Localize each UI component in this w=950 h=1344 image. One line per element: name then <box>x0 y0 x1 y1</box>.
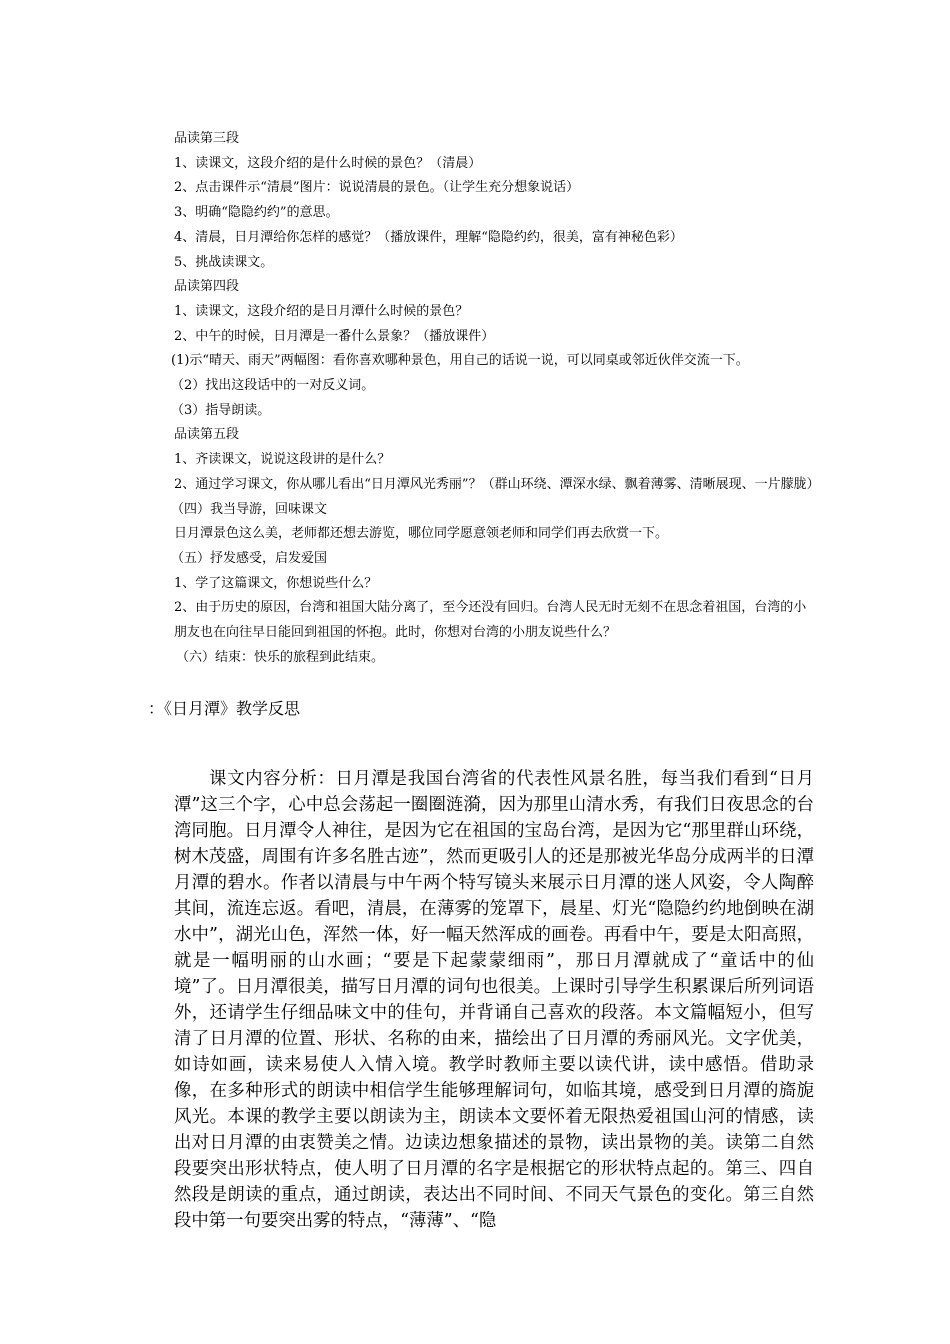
section-heading: 品读第四段 <box>174 279 240 295</box>
step-line: （3）指导朗读。 <box>171 402 271 418</box>
section-heading: （五）抒发感受，启发爱国 <box>171 550 328 566</box>
step-line: 2、点击课件示“清晨”图片：说说清晨的景色。（让学生充分想象说话） <box>174 180 580 196</box>
step-line: 1、读课文，这段介绍的是日月潭什么时候的景色？ <box>174 303 469 319</box>
lesson-steps <box>148 127 820 670</box>
section-heading: （六）结束：快乐的旅程到此结束。 <box>176 649 385 665</box>
section-heading: 品读第三段 <box>174 131 240 146</box>
step-line: 2、通过学习课文，你从哪儿看出“日月潭风光秀丽”？（群山环绕、潭深水绿、飘着薄雾、清晰展现、一片朦胧） <box>174 476 820 492</box>
step-line: 1、读课文，这段介绍的是什么时候的景色？（清晨） <box>174 155 482 171</box>
step-line: 2、中午的时候，日月潭是一番什么景象？（播放课件） <box>174 328 495 344</box>
reflection-title: ：《日月潭》教学反思 <box>148 699 301 718</box>
step-line: 日月潭景色这么美，老师都还想去游览，哪位同学愿意领老师和同学们再去欣赏一下。 <box>174 526 669 542</box>
step-line: 1、学了这篇课文，你想说些什么？ <box>174 575 378 591</box>
step-line: (1)示“晴天、雨天”两幅图：看你喜欢哪种景色，用自己的话说一说，可以同桌或邻近伙伴交流一下。 <box>171 353 749 369</box>
step-line: （2）找出这段话中的一对反义词。 <box>171 378 375 394</box>
step-line: 4、清晨，日月潭给你怎样的感觉？（播放课件，理解“隐隐约约，很美，富有神秘色彩） <box>174 229 683 245</box>
step-line: 5、挑战读课文。 <box>174 254 274 270</box>
section-heading: 品读第五段 <box>174 427 240 443</box>
step-line: 3、明确“隐隐约约”的意思。 <box>174 205 339 221</box>
section-heading: （四）我当导游，回味课文 <box>171 501 328 517</box>
reflection-body: 课文内容分析：日月潭是我国台湾省的代表性风景名胜，每当我们看到“日月潭”这三个字，心中总会荡起一圈圈涟漪，因为那里山清水秀，有我们日夜思念的台湾同胞。日月潭令人神往，是因为它在祖国的宝岛台湾，是因为它“那里群山环绕，树木茂盛，周围有许多名胜古迹”，然而更吸引人的还是那被光华岛分成两半的日潭月潭的碧水。作者以清晨与中午两个特写镜头来展示日月潭的迷人风姿，令人陶醉其间，流连忘返。看吧，清晨，在薄雾的笼罩下，晨星、灯光“隐隐约约地倒映在湖水中”，湖光山色，浑然一体，好一幅天然浑成的画卷。再看中午，要是太阳高照，就是一幅明丽的山水画；“要是下起蒙蒙细雨”，那日月潭就成了“童话中的仙境”了。日月潭很美，描写日月潭的词句也很美。上课时引导学生积累课后所列词语外，还请学生仔细品味文中的佳句，并背诵自己喜欢的段落。本文篇幅短小，但写清了日月潭的位置、形状、名称的由来，描绘出了日月潭的秀丽风光。文字优美，如诗如画，读来易使人入情入境。教学时教师主要以读代讲，读中感悟。借助录像，在多种形式的朗读中相信学生能够理解词句，如临其境，感受到日月潭的旖旎风光。本课的教学主要以朗读为主，朗读本文要怀着无限热爱祖国山河的情感，读出对日月潭的由衷赞美之情。边读边想象描述的景物，读出景物的美。读第二自然段要突出形状特点，使人明了日月潭的名字是根据它的形状特点起的。第三、四自然段是朗读的重点，通过朗读，表达出不同时间、不同天气景色的变化。第三自然段中第一句要突出雾的特点，“薄薄”、“隐 <box>174 769 814 1231</box>
step-line: 2、由于历史的原因，台湾和祖国大陆分离了，至今还没有回归。台湾人民无时无刻不在思念着祖国，台湾的小朋友也在向往早日能回到祖国的怀抱。此时，你想对台湾的小朋友说些什么？ <box>174 600 807 641</box>
step-line: 1、齐读课文，说说这段讲的是什么？ <box>174 452 391 468</box>
